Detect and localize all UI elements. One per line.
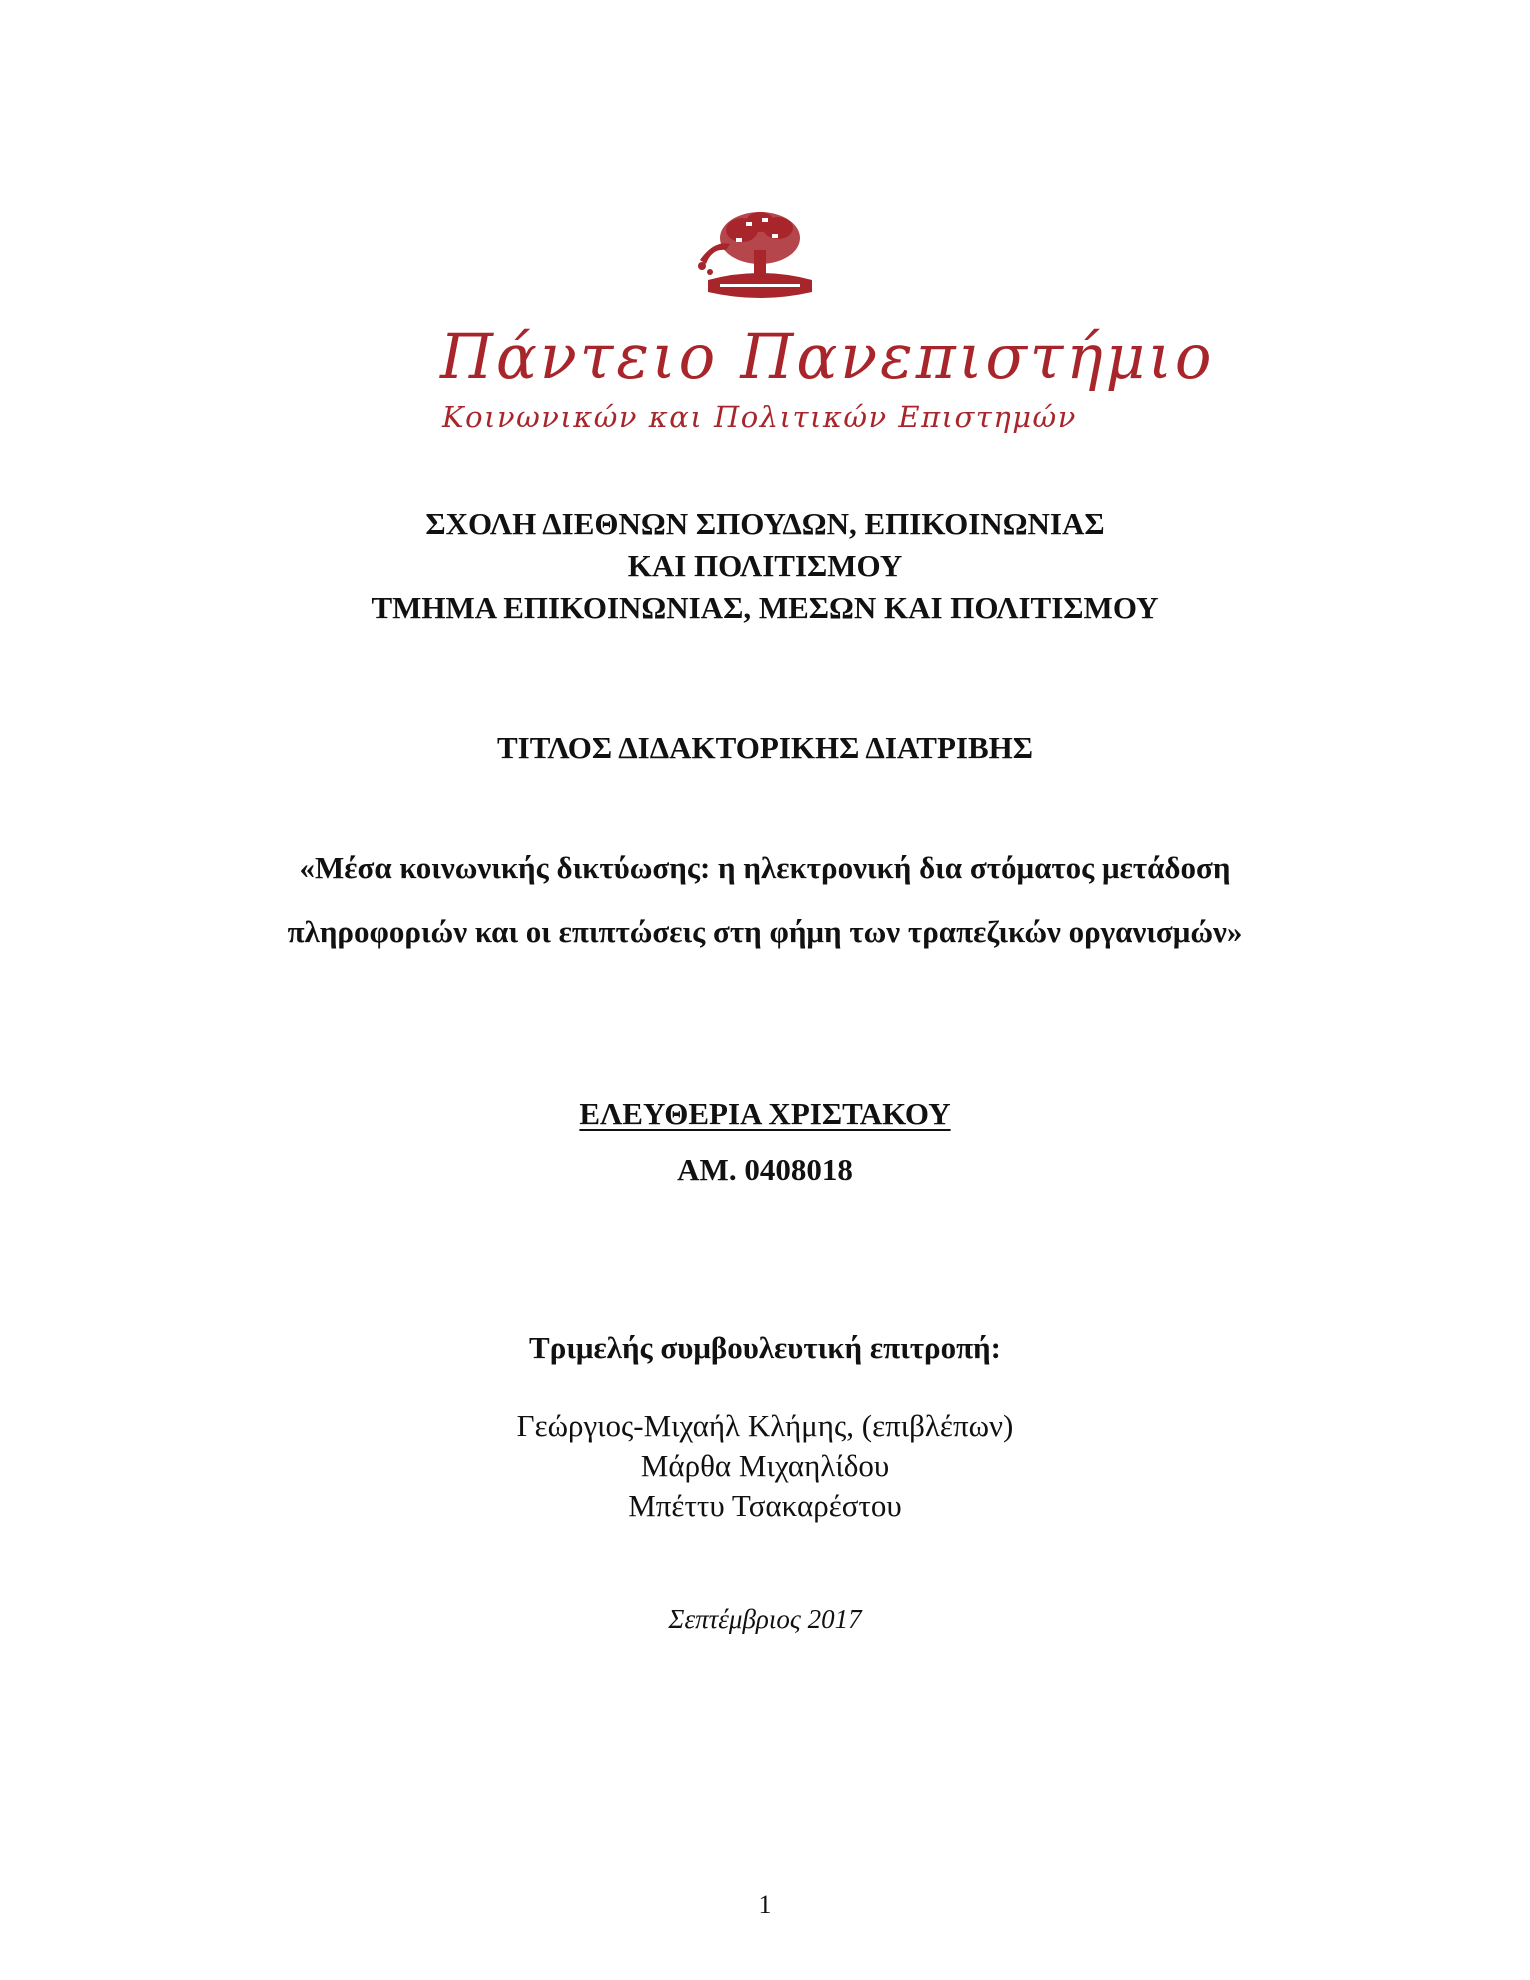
committee-title: Τριμελής συμβουλευτική επιτροπή:	[529, 1330, 1001, 1365]
thesis-title-line-2: πληροφοριών και οι επιπτώσεις στη φήμη των τραπεζικών οργανισμών»	[287, 914, 1243, 949]
university-logo	[430, 200, 1215, 440]
thesis-label: ΤΙΤΛΟΣ ΔΙΔΑΚΤΟΡΙΚΗΣ ΔΙΑΤΡΙΒΗΣ	[496, 730, 1034, 765]
committee-member: Μάρθα Μιχαηλίδου	[640, 1448, 890, 1483]
school-line-1: ΣΧΟΛΗ ΔΙΕΘΝΩΝ ΣΠΟΥΔΩΝ, ΕΠΙΚΟΙΝΩΝΙΑΣ	[425, 506, 1105, 541]
university-name: Πάντειο Πανεπιστήμιο	[440, 320, 1215, 393]
thesis-title-line-1: «Μέσα κοινωνικής δικτύωσης: η ηλεκτρονική δια στόματος μετάδοση	[299, 850, 1231, 885]
author-name: ΕΛΕΥΘΕΡΙΑ ΧΡΙΣΤΑΚΟΥ	[579, 1096, 951, 1131]
committee-member: Μπέττυ Τσακαρέστου	[628, 1488, 902, 1523]
committee-member: Γεώργιος-Μιχαήλ Κλήμης, (επιβλέπων)	[516, 1408, 1014, 1443]
university-subtitle: Κοινωνικών και Πολιτικών Επιστημών	[442, 400, 1077, 434]
page-number: 1	[758, 1890, 772, 1919]
date: Σεπτέμβριος 2017	[668, 1604, 862, 1634]
author-registration: ΑΜ. 0408018	[677, 1152, 853, 1187]
university-emblem-icon	[690, 200, 830, 310]
school-line-2: ΚΑΙ ΠΟΛΙΤΙΣΜΟΥ	[627, 548, 903, 583]
department-line: ΤΜΗΜΑ ΕΠΙΚΟΙΝΩΝΙΑΣ, ΜΕΣΩΝ ΚΑΙ ΠΟΛΙΤΙΣΜΟΥ	[371, 590, 1159, 625]
